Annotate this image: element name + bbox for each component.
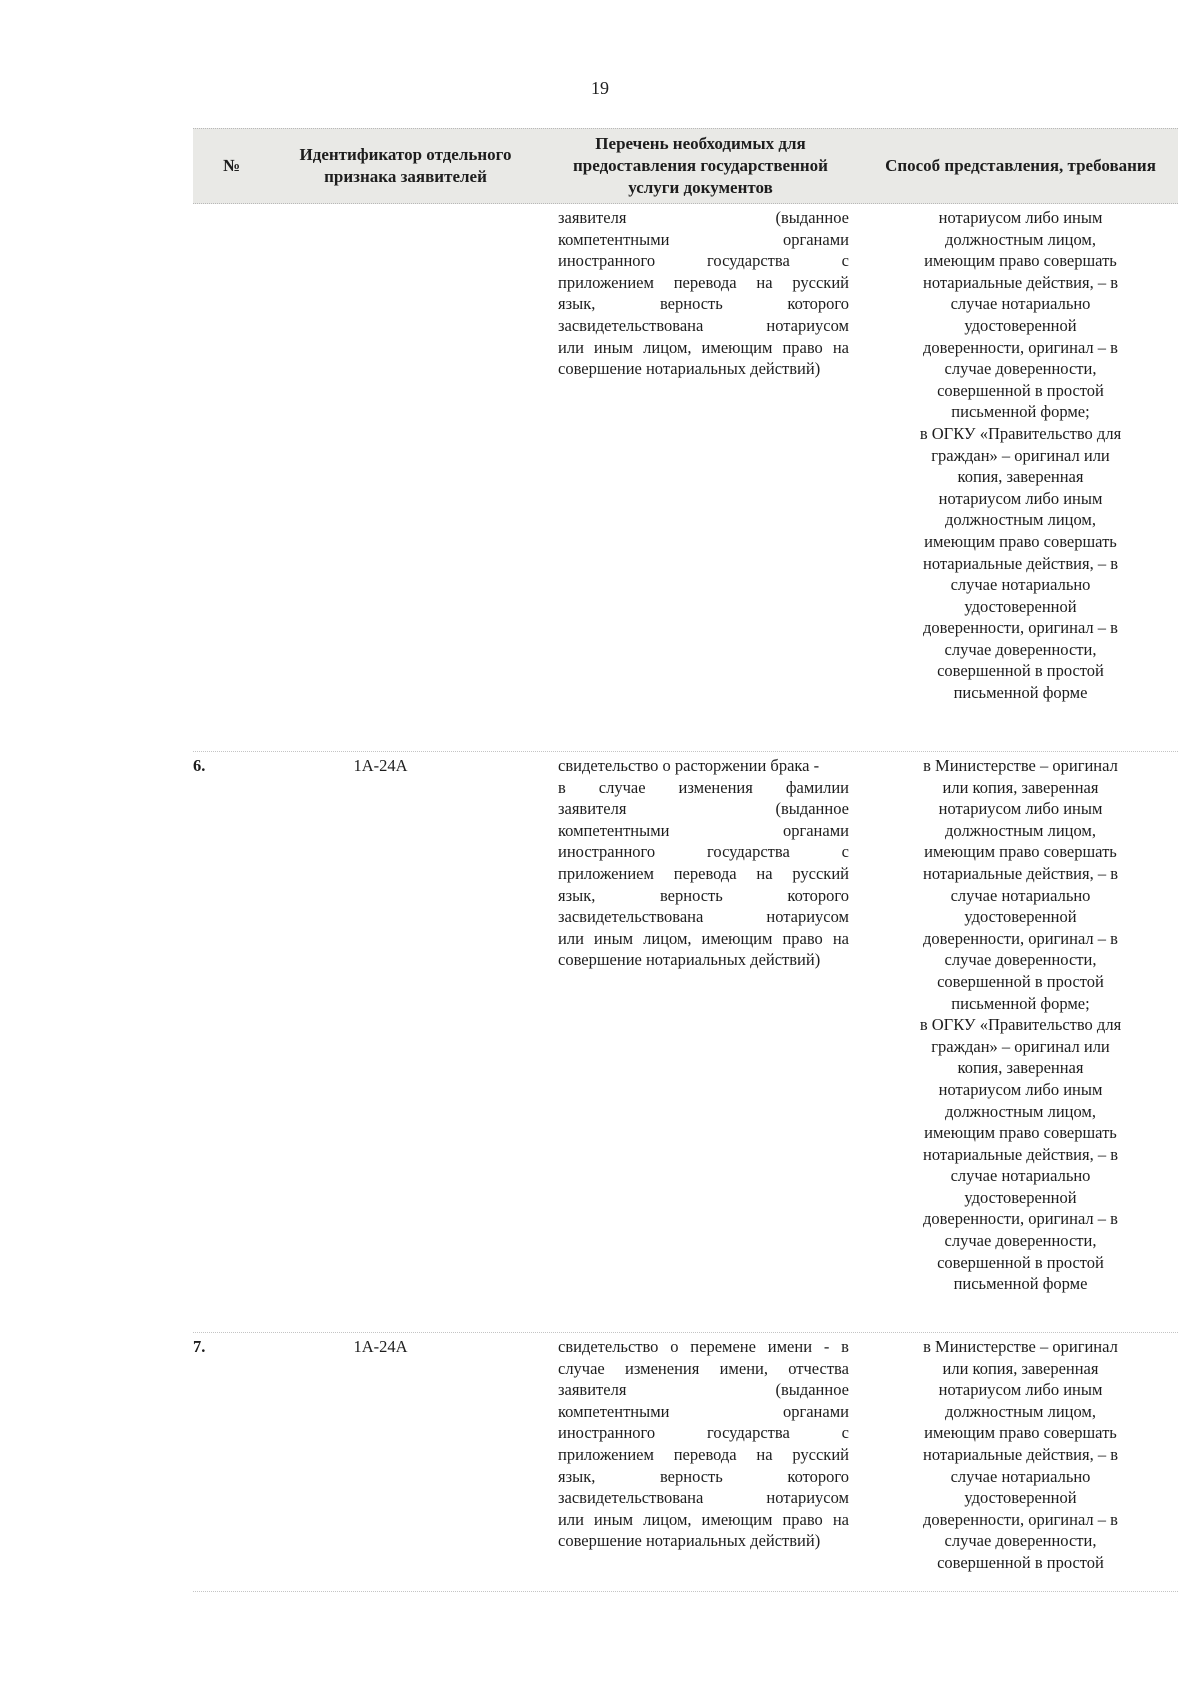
document-line — [558, 863, 849, 885]
document-word: заявителя — [558, 208, 627, 227]
document-word: язык, — [558, 1466, 596, 1486]
document-word: изменения — [678, 777, 753, 797]
method-line: случае нотариально — [950, 575, 1091, 595]
row-method — [863, 204, 1178, 751]
documents-table — [193, 128, 1178, 1592]
method-line: должностным лицом, — [945, 510, 1096, 530]
document-line: совершение нотариальных действий) — [558, 1531, 821, 1551]
document-word: иностранного — [558, 842, 656, 862]
method-line: случае нотариально — [950, 294, 1091, 314]
header-number: № — [223, 156, 241, 175]
document-word: верность — [659, 885, 723, 905]
method-line: нотариусом либо иным — [938, 1079, 1103, 1099]
method-line: письменной форме — [953, 683, 1088, 703]
page-number: 19 — [591, 78, 609, 98]
method-line: случае нотариально — [950, 1166, 1091, 1186]
method-line: должностным лицом, — [945, 820, 1096, 840]
document-word: язык, — [558, 885, 596, 905]
document-line — [558, 1379, 849, 1401]
document-line — [558, 798, 849, 820]
method-line: имеющим право совершать — [924, 531, 1117, 551]
method-line: нотариальные действия, – в — [923, 863, 1118, 883]
document-line — [558, 1358, 849, 1380]
document-word: имеющим — [701, 337, 773, 357]
document-word: фамилии — [785, 777, 849, 797]
document-word: компетентными — [558, 229, 670, 249]
document-word: случае — [598, 777, 646, 797]
method-line: или копия, заверенная — [942, 777, 1099, 797]
document-word: компетентными — [558, 1401, 670, 1421]
method-line: граждан» – оригинал или — [931, 445, 1110, 465]
row-documents — [538, 204, 863, 751]
document-line — [558, 207, 849, 229]
method-line: нотариальные действия, – в — [923, 553, 1118, 573]
method-line: доверенности, оригинал – в — [923, 1209, 1118, 1229]
document-word: засвидетельствована — [558, 907, 704, 927]
method-line: имеющим право совершать — [924, 1123, 1117, 1143]
method-line: случае доверенности, — [944, 1231, 1097, 1251]
method-line: или копия, заверенная — [942, 1358, 1099, 1378]
document-line: совершение нотариальных действий) — [558, 950, 821, 970]
document-word: изменения — [625, 1358, 700, 1378]
document-word: перевода — [673, 1444, 737, 1464]
method-line: в ОГКУ «Правительство для — [919, 1015, 1122, 1035]
document-word: на — [832, 337, 849, 357]
document-line — [558, 1444, 849, 1466]
document-word: заявителя — [558, 1380, 627, 1400]
document-word: русский — [792, 1444, 849, 1464]
document-line: свидетельство о расторжении брака - — [558, 756, 820, 775]
row-method — [863, 1333, 1178, 1591]
row-number: 6. — [193, 756, 206, 775]
document-line — [558, 1422, 849, 1444]
document-word: лицом, — [643, 337, 692, 357]
document-line — [558, 885, 849, 907]
document-word: иным — [593, 337, 634, 357]
document-word: или — [558, 1509, 584, 1529]
document-word: приложением — [558, 1444, 654, 1464]
document-line — [558, 272, 849, 294]
method-line: нотариусом либо иным — [938, 1380, 1103, 1400]
method-line: совершенной в простой — [937, 1552, 1104, 1572]
method-line: удостоверенной — [964, 1488, 1077, 1508]
document-word: органами — [782, 229, 849, 249]
document-word: на — [832, 1509, 849, 1529]
document-line — [558, 777, 849, 799]
method-line: удостоверенной — [964, 1187, 1077, 1207]
method-line: удостоверенной — [964, 596, 1077, 616]
document-line — [558, 1401, 849, 1423]
document-word: случае — [558, 1358, 605, 1378]
row-identifier: 1А-24А — [353, 1337, 408, 1356]
method-line: совершенной в простой — [937, 661, 1104, 681]
document-word: (выданное — [775, 799, 849, 819]
method-line: нотариальные действия, – в — [923, 1144, 1118, 1164]
method-line: доверенности, оригинал – в — [923, 337, 1118, 357]
method-line: имеющим право совершать — [924, 1423, 1117, 1443]
method-line: нотариусом либо иным — [938, 488, 1103, 508]
document-word: перевода — [673, 863, 737, 883]
method-line: совершенной в простой — [937, 1252, 1104, 1272]
document-line — [558, 928, 849, 950]
row-identifier: 1А-24А — [353, 756, 408, 775]
document-line — [558, 293, 849, 315]
header-identifier: Идентификатор отдельного признака заявителей — [299, 145, 512, 186]
method-line: нотариальные действия, – в — [923, 272, 1118, 292]
document-word: которого — [787, 1466, 849, 1486]
document-word: государства — [707, 842, 790, 862]
document-word: нотариусом — [766, 1488, 849, 1508]
method-line: совершенной в простой — [937, 380, 1104, 400]
document-word: нотариусом — [766, 907, 849, 927]
document-word: на — [832, 928, 849, 948]
document-word: имеющим — [701, 928, 773, 948]
document-word: верность — [659, 294, 723, 314]
document-word: иностранного — [558, 251, 656, 271]
method-line: имеющим право совершать — [924, 251, 1117, 271]
document-line — [558, 1487, 849, 1509]
document-line — [558, 841, 849, 863]
document-word: - — [823, 1337, 830, 1356]
method-line: нотариусом либо иным — [938, 208, 1103, 227]
method-line: копия, заверенная — [957, 467, 1084, 487]
document-word: имени — [767, 1337, 813, 1356]
document-word: право — [782, 337, 823, 357]
document-word: государства — [707, 251, 790, 271]
method-line: доверенности, оригинал – в — [923, 928, 1118, 948]
document-word: органами — [782, 1401, 849, 1421]
method-line: удостоверенной — [964, 315, 1077, 335]
document-word: перемене — [690, 1337, 756, 1356]
document-word: в — [841, 1337, 849, 1356]
document-word: (выданное — [775, 1380, 849, 1400]
document-word: заявителя — [558, 799, 627, 819]
document-word: иностранного — [558, 1423, 656, 1443]
method-line: случае доверенности, — [944, 950, 1097, 970]
document-line — [558, 337, 849, 359]
document-word: язык, — [558, 294, 596, 314]
document-word: русский — [792, 272, 849, 292]
row-method — [863, 752, 1178, 1332]
document-word: перевода — [673, 272, 737, 292]
row-number: 7. — [193, 1337, 206, 1356]
document-word: русский — [792, 863, 849, 883]
method-line: случае доверенности, — [944, 1531, 1097, 1551]
document-word: лицом, — [643, 1509, 692, 1529]
document-word: верность — [659, 1466, 723, 1486]
method-line: совершенной в простой — [937, 971, 1104, 991]
method-line: случае доверенности, — [944, 639, 1097, 659]
method-line: случае нотариально — [950, 885, 1091, 905]
document-word: на — [756, 272, 773, 292]
table-row-continuation — [193, 204, 1178, 752]
document-line — [558, 229, 849, 251]
document-word: имени, — [719, 1358, 768, 1378]
document-word: в — [558, 777, 566, 797]
row-number — [193, 204, 273, 751]
document-line — [558, 1509, 849, 1531]
document-word: с — [841, 1423, 849, 1443]
method-line: имеющим право совершать — [924, 842, 1117, 862]
document-word: которого — [787, 294, 849, 314]
method-line: в ОГКУ «Правительство для — [919, 423, 1122, 443]
method-line: нотариальные действия, – в — [923, 1444, 1118, 1464]
method-line: случае доверенности, — [944, 359, 1097, 379]
document-word: или — [558, 337, 584, 357]
method-line: доверенности, оригинал – в — [923, 1509, 1118, 1529]
document-word: иным — [593, 1509, 634, 1529]
row-documents — [538, 1333, 863, 1591]
method-line: удостоверенной — [964, 907, 1077, 927]
method-line: в Министерстве – оригинал — [923, 1337, 1118, 1356]
method-line: письменной форме; — [951, 402, 1090, 422]
document-word: или — [558, 928, 584, 948]
document-word: с — [841, 251, 849, 271]
method-line: должностным лицом, — [945, 229, 1096, 249]
table-row-6 — [193, 752, 1178, 1333]
document-word: засвидетельствована — [558, 315, 704, 335]
document-line — [558, 250, 849, 272]
document-word: на — [756, 1444, 773, 1464]
method-line: в Министерстве – оригинал — [923, 756, 1118, 775]
document-word: свидетельство — [558, 1337, 659, 1356]
header-documents: Перечень необходимых для предоставления государственной услуги документов — [573, 134, 828, 197]
document-word: органами — [782, 820, 849, 840]
method-line: должностным лицом, — [945, 1401, 1096, 1421]
document-word: право — [782, 1509, 823, 1529]
document-word: отчества — [788, 1358, 849, 1378]
method-line: случае нотариально — [950, 1466, 1091, 1486]
method-line: нотариусом либо иным — [938, 799, 1103, 819]
method-line: доверенности, оригинал – в — [923, 618, 1118, 638]
document-word: (выданное — [775, 208, 849, 227]
document-word: иным — [593, 928, 634, 948]
document-word: о — [670, 1337, 679, 1356]
row-identifier — [273, 204, 538, 751]
document-word: на — [756, 863, 773, 883]
document-word: засвидетельствована — [558, 1488, 704, 1508]
document-word: имеющим — [701, 1509, 773, 1529]
document-word: приложением — [558, 863, 654, 883]
document-word: компетентными — [558, 820, 670, 840]
method-line: копия, заверенная — [957, 1058, 1084, 1078]
document-word: нотариусом — [766, 315, 849, 335]
document-line — [558, 906, 849, 928]
document-word: право — [782, 928, 823, 948]
header-method: Способ представления, требования — [885, 156, 1156, 175]
method-line: должностным лицом, — [945, 1101, 1096, 1121]
method-line: письменной форме; — [951, 993, 1090, 1013]
document-word: которого — [787, 885, 849, 905]
document-line: совершение нотариальных действий) — [558, 359, 821, 379]
table-header — [193, 128, 1178, 204]
row-documents — [538, 752, 863, 1332]
document-line — [558, 1336, 849, 1358]
method-line: граждан» – оригинал или — [931, 1036, 1110, 1056]
document-line — [558, 1466, 849, 1488]
table-row-7 — [193, 1333, 1178, 1592]
document-word: с — [841, 842, 849, 862]
method-line: письменной форме — [953, 1274, 1088, 1294]
document-word: приложением — [558, 272, 654, 292]
document-line — [558, 315, 849, 337]
document-word: лицом, — [643, 928, 692, 948]
document-word: государства — [707, 1423, 790, 1443]
document-line — [558, 820, 849, 842]
